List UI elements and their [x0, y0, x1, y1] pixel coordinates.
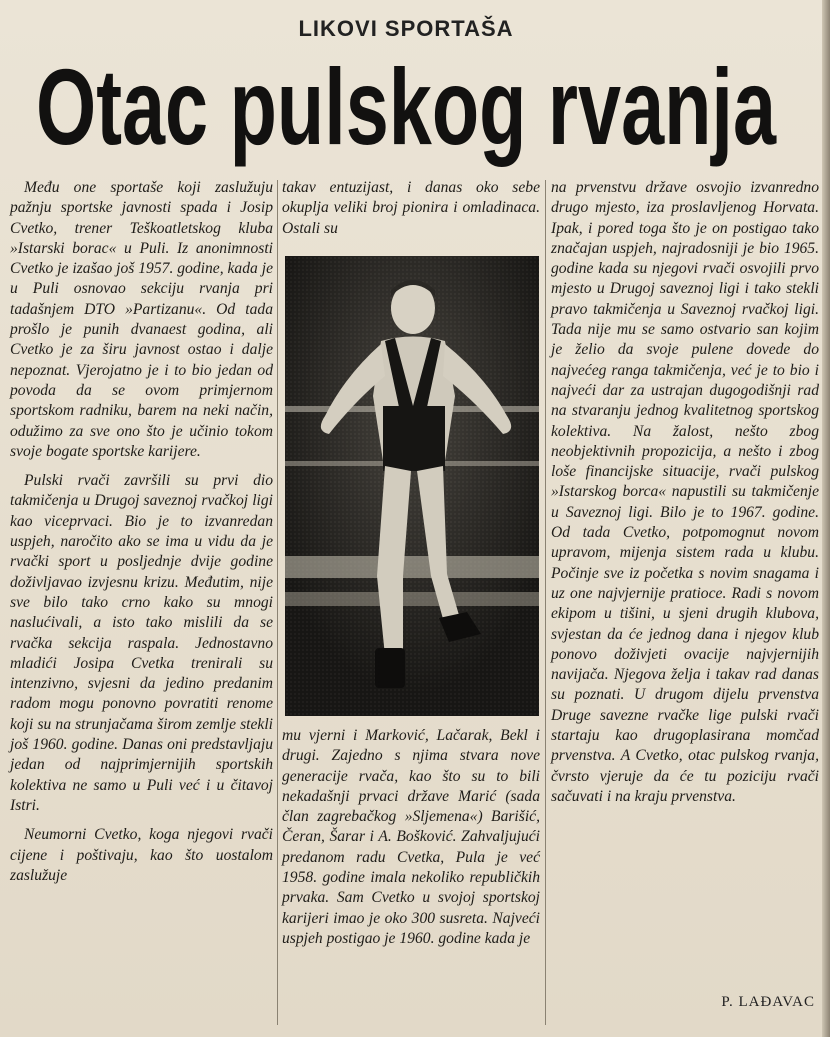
- article-column-2-bottom: [282, 726, 540, 958]
- paragraph: na prvenstvu države osvojio izvanredno drugo mjesto, iza proslavljenog Horvata. Ipak, i pored toga što je on postigao tako značajan uspjeh, najradosniji je bio 1965. godine kada su njegovi rvači osvojili prvo mjesto u Drugoj saveznoj ligi i tako stekli pravo takmičenja u Saveznoj rvačkoj ligi. Tada nije mu se samo ostvario san kojim je želio da svoje pulene dovede do najvećeg ranga takmičenja, već je to bio i najveći dar za ustrajan dugogodišnji rad na stvaranju jednog kvalitetnog sportskog kolektiva. Na žalost, nešto zbog neobjektivnih propozicija, a nešto i zbog loše financijske situacije, rvači pulskog »Istarskog borca« napustili su takmičenje u Saveznoj ligi. Bilo je to 1967. godine. Od tada Cvetko, potpomognut novom upravom, mijenja sistem rada u klubu. Počinje sve iz početka s novim snagama i uz one najvjernije pratioce. Radi s novom ekipom u tišini, u sjeni drugih klubova, svjestan da će jednog dana i njegov klub ponovo doživjeti ovacije najvjernijih navijača. Njegova želja i takav rad danas su poznati. U drugom dijelu prvenstva Druge savezne rvačke lige pulski rvači startaju kao drugoplasirana momčad prvenstva. A Cvetko, otac pulskog rvanja, čvrsto vjeruje da će tu poziciju rvači sačuvati i na kraju prvenstva.: [551, 179, 819, 805]
- headline: Otac pulskog rvanja: [36, 52, 777, 167]
- paragraph: Pulski rvači završili su prvi dio takmičenja u Drugoj saveznoj rvačkoj ligi kao viceprvaci. Bio je to izvanredan uspjeh, naročito ako se ima u vidu da je rvački sport u posljednje dvije godine doživljavao izvjesnu krizu. Međutim, nije sve bilo tako crno kako su mnogi naslućivali, a isto tako mislili da se rvačka sekcija raspala. Jednostavno mladići Josipa Cvetka trenirali su intenzivno, svjesni da jedino predanim radom mogu ponovno povratiti renome koji su na strunjačama širom zemlje stekli još 1960. godine. Danas oni predstavljaju jedan od najprimjernijih sportskih kolektiva ne samo u Puli već i u čitavoj Istri.: [10, 472, 273, 814]
- article-column-1: [10, 178, 273, 895]
- column-rule: [545, 180, 546, 1025]
- column-rule: [277, 180, 278, 1025]
- wrestler-photo: [285, 256, 539, 716]
- paragraph: Neumorni Cvetko, koga njegovi rvači cijene i poštivaju, kao što uostalom zaslužuje: [10, 826, 273, 884]
- section-kicker: LIKOVI SPORTAŠA: [298, 16, 514, 41]
- article-column-3: [551, 178, 819, 816]
- paragraph: Među one sportaše koji zaslužuju pažnju sportske javnosti spada i Josip Cvetko, trener Teškoatletskog kluba »Istarski borac« u Puli. Iz anonimnosti Cvetko je izašao još 1957. godine, kada je u Puli osnovao sekciju rvanja pri tadašnjem DTO »Partizanu«. Od tada prošlo je punih dvanaest godina, ali Cvetko je za širu javnost ostao i dalje nepoznat. Vjerojatno je i to bio jedan od povoda da se ovom primjernom sportskom radniku, barem na neki način, odužimo za sve ono što je učinio tokom svoje bogate sportske karijere.: [10, 179, 273, 460]
- paragraph: takav entuzijast, i danas oko sebe okuplja veliki broj pionira i omladinaca. Ostali su: [282, 179, 540, 237]
- paragraph: mu vjerni i Marković, Lačarak, Bekl i drugi. Zajedno s njima stvara nove generacije rvača, kao što su to bili nekadašnji prvaci države Marić (sada član zagrebačkog »Sljemena«) Barišić, Čeran, Šarar i A. Bošković. Zahvaljujući predanom radu Cvetka, Pula je već 1958. godine imala nekoliko republičkih prvaka. Sam Cvetko u svojoj sportskoj karijeri imao je oko 300 susreta. Najveći uspjeh postigao je 1960. godine kada je: [282, 727, 540, 947]
- page-edge-shadow: [822, 0, 830, 1037]
- article-column-2-top: [282, 178, 540, 248]
- headline-block: [0, 52, 812, 170]
- author-byline: P. LAĐAVAC: [721, 994, 815, 1010]
